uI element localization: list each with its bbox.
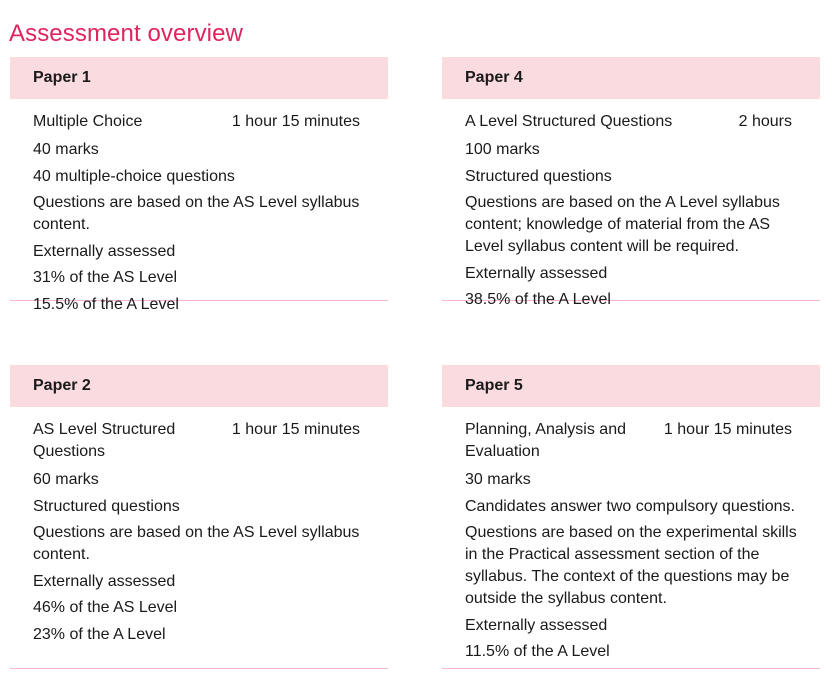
paper-format: Structured questions <box>33 497 180 515</box>
paper-assessment: Externally assessed <box>465 616 608 634</box>
page-title: Assessment overview <box>9 20 243 48</box>
paper-heading: Paper 2 <box>10 365 388 407</box>
paper-type: AS Level Structured Questions <box>33 421 176 460</box>
paper-weight-a: 23% of the A Level <box>33 625 166 643</box>
paper-weight-a: 11.5% of the A Level <box>465 643 610 660</box>
paper-format: Structured questions <box>465 167 612 185</box>
paper-weight-as: 31% of the AS Level <box>33 269 178 286</box>
paper-2-card <box>10 365 388 669</box>
paper-content: Questions are based on the experimental skills in the Practical assessment section of the syllabus. The context of the questions may be outside the syllabus content. <box>465 524 797 607</box>
paper-format: Candidates answer two compulsory questions. <box>465 497 795 515</box>
paper-4-card <box>442 57 820 308</box>
paper-format: 40 multiple-choice questions <box>33 167 235 185</box>
paper-heading: Paper 4 <box>442 57 820 99</box>
paper-5-card <box>442 365 820 669</box>
paper-content: Questions are based on the AS Level syllabus content. <box>33 194 360 233</box>
paper-weight-a: 38.5% of the A Level <box>465 291 611 308</box>
paper-marks: 30 marks <box>465 471 531 488</box>
paper-type: A Level Structured Questions <box>465 113 673 130</box>
paper-marks: 40 marks <box>33 141 99 158</box>
paper-heading: Paper 1 <box>10 57 388 99</box>
paper-weight-a: 15.5% of the A Level <box>33 295 179 313</box>
paper-assessment: Externally assessed <box>33 242 176 260</box>
paper-1-card <box>10 57 388 313</box>
paper-type: Planning, Analysis and Evaluation <box>465 421 626 460</box>
paper-duration: 2 hours <box>738 113 792 130</box>
paper-assessment: Externally assessed <box>465 264 608 282</box>
paper-marks: 60 marks <box>33 471 99 488</box>
paper-marks: 100 marks <box>465 141 540 158</box>
paper-assessment: Externally assessed <box>33 572 176 590</box>
paper-duration: 1 hour 15 minutes <box>663 421 792 438</box>
paper-weight-as: 46% of the AS Level <box>33 599 178 616</box>
paper-duration: 1 hour 15 minutes <box>231 421 360 438</box>
paper-heading: Paper 5 <box>442 365 820 407</box>
paper-duration: 1 hour 15 minutes <box>231 113 360 130</box>
paper-type: Multiple Choice <box>33 113 143 130</box>
paper-content: Questions are based on the AS Level syllabus content. <box>33 524 360 563</box>
paper-content: Questions are based on the A Level syllabus content; knowledge of material from the AS Level syllabus content will be required. <box>465 194 780 255</box>
